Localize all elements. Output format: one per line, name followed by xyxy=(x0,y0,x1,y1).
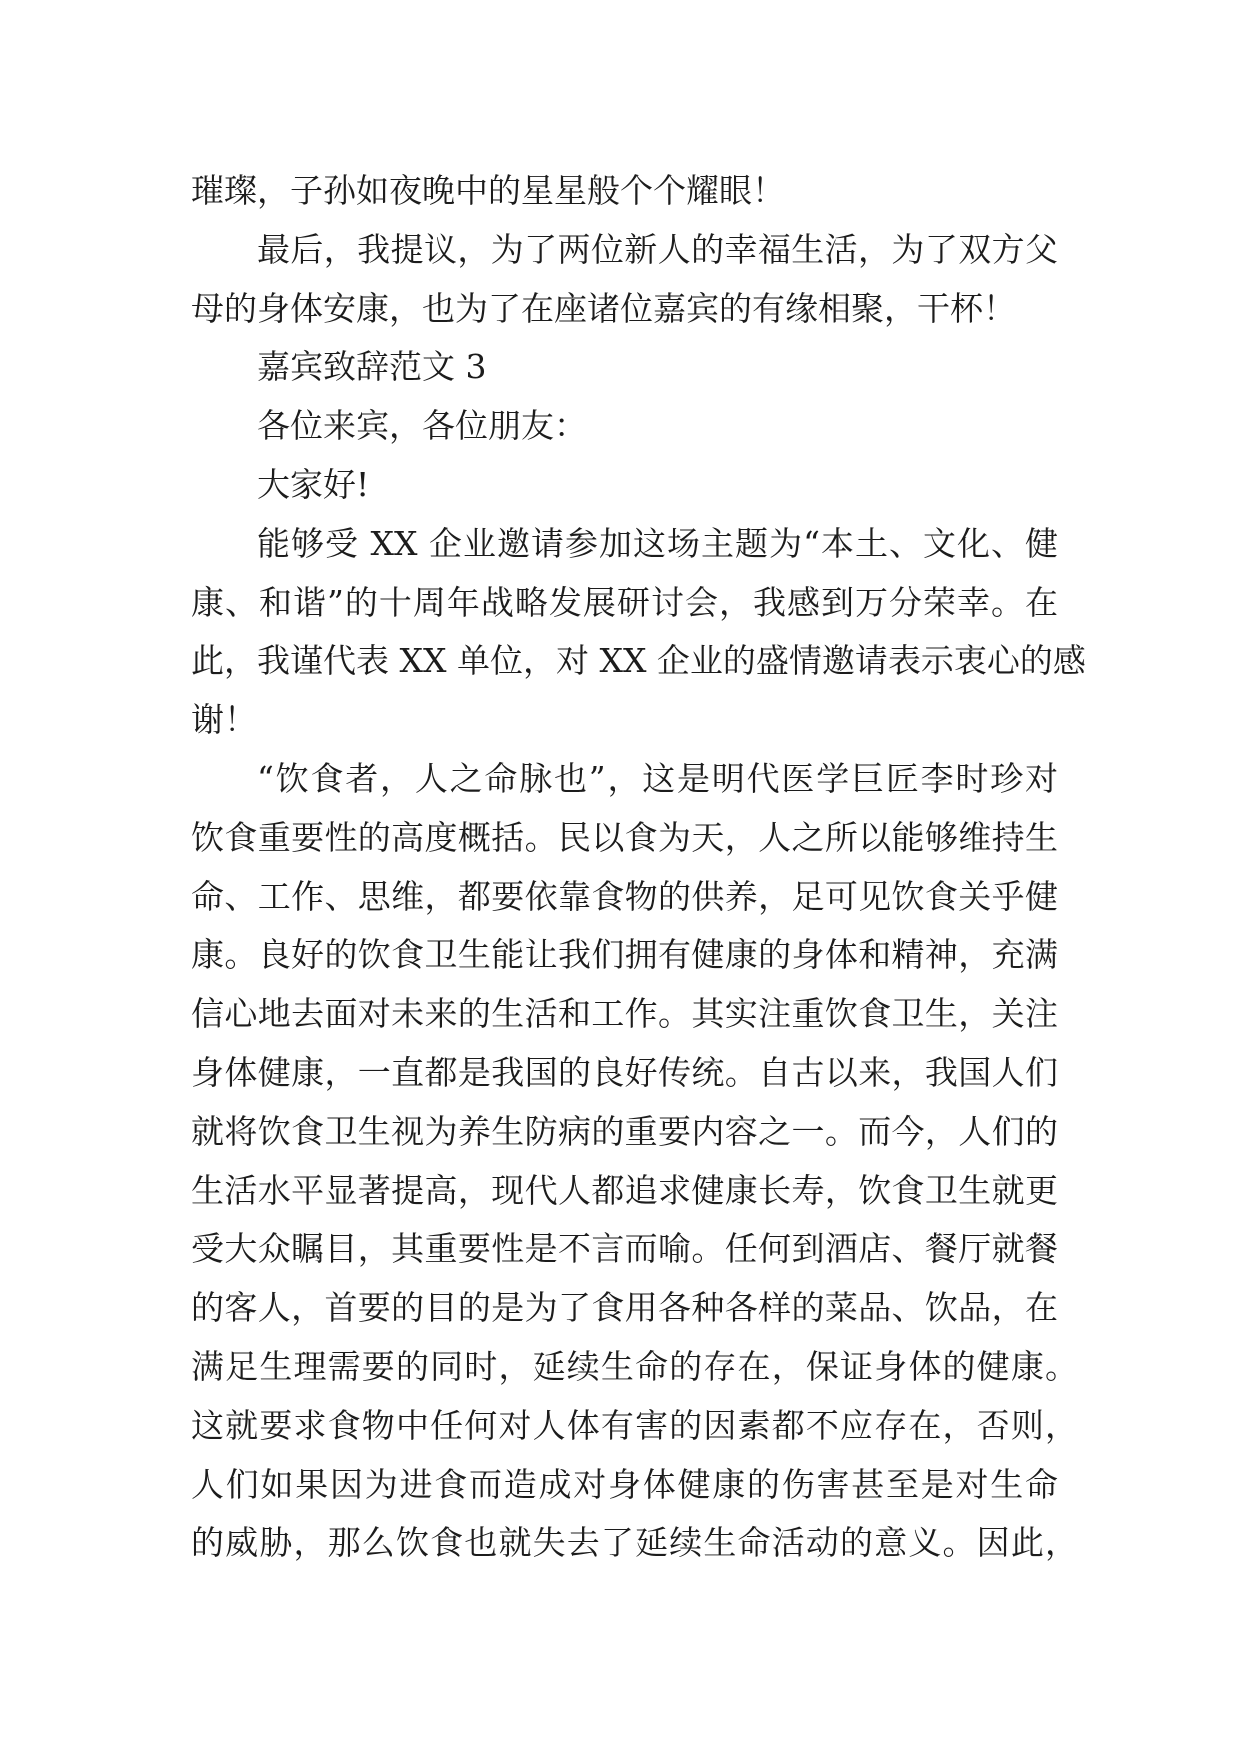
text-line: 能够受 XX 企业邀请参加这场主题为“本土、文化、健 xyxy=(257,523,1058,563)
document-body xyxy=(191,162,1086,1573)
salutation xyxy=(191,397,1058,456)
text-line: “饮食者，人之命脉也”，这是明代医学巨匠李时珍对 xyxy=(257,758,1058,798)
text-line: 的威胁，那么饮食也就失去了延续生命活动的意义。因此， xyxy=(191,1523,1078,1563)
text-line: 康。良好的饮食卫生能让我们拥有健康的身体和精神，充满 xyxy=(191,935,1058,975)
text-line: 璀璨，子孙如夜晚中的星星般个个耀眼！ xyxy=(191,171,785,210)
text-line: 命、工作、思维，都要依靠食物的供养，足可见饮食关乎健 xyxy=(191,876,1058,916)
text-line: 就将饮食卫生视为养生防病的重要内容之一。而今，人们的 xyxy=(191,1111,1058,1151)
text-line: 谢！ xyxy=(191,700,257,740)
text-line: 康、和谐”的十周年战略发展研讨会，我感到万分荣幸。在 xyxy=(191,582,1058,622)
paragraph-food-hygiene xyxy=(191,750,1078,1573)
text-line: 受大众瞩目，其重要性是不言而喻。任何到酒店、餐厅就餐 xyxy=(191,1229,1058,1269)
text-line: 身体健康，一直都是我国的良好传统。自古以来，我国人们 xyxy=(191,1052,1058,1092)
paragraph-toast xyxy=(191,221,1058,339)
text-line: 饮食重要性的高度概括。民以食为天，人之所以能够维持生 xyxy=(191,817,1058,857)
text-line: 的客人，首要的目的是为了食用各种各样的菜品、饮品，在 xyxy=(191,1288,1058,1328)
paragraph-invitation-thanks xyxy=(191,515,1086,750)
text-line: 人们如果因为进食而造成对身体健康的伤害甚至是对生命 xyxy=(191,1464,1058,1504)
heading-text: 嘉宾致辞范文 3 xyxy=(257,347,487,387)
text-line: 此，我谨代表 XX 单位，对 XX 企业的盛情邀请表示衷心的感 xyxy=(191,641,1086,681)
greeting xyxy=(191,456,1058,515)
text-line: 这就要求食物中任何对人体有害的因素都不应存在，否则， xyxy=(191,1405,1078,1445)
text-line: 满足生理需要的同时，延续生命的存在，保证身体的健康。 xyxy=(191,1346,1078,1386)
text-line: 各位来宾，各位朋友： xyxy=(257,406,587,446)
paragraph-closing-continuation xyxy=(191,162,1058,221)
text-line: 大家好! xyxy=(257,464,370,504)
text-line: 信心地去面对未来的生活和工作。其实注重饮食卫生，关注 xyxy=(191,994,1058,1034)
section-heading xyxy=(191,338,1058,397)
text-line: 生活水平显著提高，现代人都追求健康长寿，饮食卫生就更 xyxy=(191,1170,1058,1210)
text-line: 母的身体安康，也为了在座诸位嘉宾的有缘相聚，干杯！ xyxy=(191,288,1016,328)
text-line: 最后，我提议，为了两位新人的幸福生活，为了双方父 xyxy=(257,229,1058,269)
